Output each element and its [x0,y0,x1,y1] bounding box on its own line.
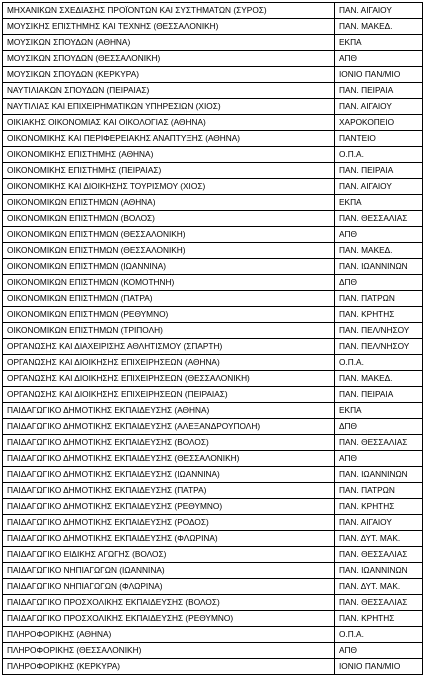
department-cell: ΟΡΓΑΝΩΣΗΣ ΚΑΙ ΔΙΟΙΚΗΣΗΣ ΕΠΙΧΕΙΡΗΣΕΩΝ (ΑΘΗΝΑ) [3,355,335,371]
institution-cell: ΙΟΝΙΟ ΠΑΝ/ΜΙΟ [335,659,423,675]
table-row [3,531,423,547]
table-row [3,67,423,83]
table-row [3,451,423,467]
department-cell: ΜΗΧΑΝΙΚΩΝ ΣΧΕΔΙΑΣΗΣ ΠΡΟΪΟΝΤΩΝ ΚΑΙ ΣΥΣΤΗΜΑΤΩΝ (ΣΥΡΟΣ) [3,3,335,19]
table-row [3,243,423,259]
institution-cell: ΑΠΘ [335,51,423,67]
institution-cell: ΠΑΝ. ΘΕΣΣΑΛΙΑΣ [335,211,423,227]
department-cell: ΟΙΚΟΝΟΜΙΚΗΣ ΕΠΙΣΤΗΜΗΣ (ΑΘΗΝΑ) [3,147,335,163]
department-cell: ΟΙΚΙΑΚΗΣ ΟΙΚΟΝΟΜΙΑΣ ΚΑΙ ΟΙΚΟΛΟΓΙΑΣ (ΑΘΗΝΑ) [3,115,335,131]
institution-cell: ΠΑΝ. ΠΑΤΡΩΝ [335,291,423,307]
table-row [3,499,423,515]
institution-cell: ΠΑΝ. ΑΙΓΑΙΟΥ [335,515,423,531]
institution-cell: ΠΑΝ. ΔΥΤ. ΜΑΚ. [335,579,423,595]
department-cell: ΠΑΙΔΑΓΩΓΙΚΟ ΕΙΔΙΚΗΣ ΑΓΩΓΗΣ (ΒΟΛΟΣ) [3,547,335,563]
institution-cell: ΠΑΝ. ΚΡΗΤΗΣ [335,307,423,323]
table-row [3,355,423,371]
table-row [3,35,423,51]
table-row [3,659,423,675]
department-cell: ΟΡΓΑΝΩΣΗΣ ΚΑΙ ΔΙΑΧΕΙΡΙΣΗΣ ΑΘΛΗΤΙΣΜΟΥ (ΣΠΑΡΤΗ) [3,339,335,355]
institution-cell: Ο.Π.Α. [335,355,423,371]
department-cell: ΟΙΚΟΝΟΜΙΚΩΝ ΕΠΙΣΤΗΜΩΝ (ΚΟΜΟΤΗΝΗ) [3,275,335,291]
institution-cell: ΠΑΝ. ΜΑΚΕΔ. [335,371,423,387]
department-cell: ΜΟΥΣΙΚΗΣ ΕΠΙΣΤΗΜΗΣ ΚΑΙ ΤΕΧΝΗΣ (ΘΕΣΣΑΛΟΝΙΚΗ) [3,19,335,35]
department-cell: ΟΡΓΑΝΩΣΗΣ ΚΑΙ ΔΙΟΙΚΗΣΗΣ ΕΠΙΧΕΙΡΗΣΕΩΝ (ΠΕΙΡΑΙΑΣ) [3,387,335,403]
table-row [3,131,423,147]
table-row [3,371,423,387]
department-cell: ΠΑΙΔΑΓΩΓΙΚΟ ΔΗΜΟΤΙΚΗΣ ΕΚΠΑΙΔΕΥΣΗΣ (ΒΟΛΟΣ) [3,435,335,451]
institution-cell: ΠΑΝ. ΠΕΙΡΑΙΑ [335,83,423,99]
institution-cell: ΠΑΝ. ΑΙΓΑΙΟΥ [335,99,423,115]
institution-cell: ΑΠΘ [335,451,423,467]
table-row [3,227,423,243]
table-row [3,179,423,195]
table-row [3,323,423,339]
table-row [3,483,423,499]
department-table-body [3,3,423,675]
institution-cell: ΠΑΝ. ΚΡΗΤΗΣ [335,499,423,515]
table-row [3,259,423,275]
institution-cell: ΠΑΝ. ΠΕΛ/ΝΗΣΟΥ [335,339,423,355]
institution-cell: ΙΟΝΙΟ ΠΑΝ/ΜΙΟ [335,67,423,83]
institution-cell: ΠΑΝ. ΚΡΗΤΗΣ [335,611,423,627]
table-row [3,403,423,419]
department-cell: ΠΑΙΔΑΓΩΓΙΚΟ ΠΡΟΣΧΟΛΙΚΗΣ ΕΚΠΑΙΔΕΥΣΗΣ (ΒΟΛΟΣ) [3,595,335,611]
table-row [3,339,423,355]
department-cell: ΠΛΗΡΟΦΟΡΙΚΗΣ (ΘΕΣΣΑΛΟΝΙΚΗ) [3,643,335,659]
table-row [3,643,423,659]
table-row [3,163,423,179]
institution-cell: ΠΑΝ. ΑΙΓΑΙΟΥ [335,3,423,19]
institution-cell: ΔΠΘ [335,275,423,291]
table-row [3,195,423,211]
institution-cell: Ο.Π.Α. [335,147,423,163]
department-cell: ΠΑΙΔΑΓΩΓΙΚΟ ΝΗΠΙΑΓΩΓΩΝ (ΙΩΑΝΝΙΝΑ) [3,563,335,579]
table-row [3,467,423,483]
institution-cell: ΠΑΝΤΕΙΟ [335,131,423,147]
department-cell: ΜΟΥΣΙΚΩΝ ΣΠΟΥΔΩΝ (ΑΘΗΝΑ) [3,35,335,51]
table-row [3,115,423,131]
department-cell: ΜΟΥΣΙΚΩΝ ΣΠΟΥΔΩΝ (ΘΕΣΣΑΛΟΝΙΚΗ) [3,51,335,67]
table-row [3,3,423,19]
table-row [3,147,423,163]
institution-cell: ΠΑΝ. ΔΥΤ. ΜΑΚ. [335,531,423,547]
department-cell: ΠΑΙΔΑΓΩΓΙΚΟ ΠΡΟΣΧΟΛΙΚΗΣ ΕΚΠΑΙΔΕΥΣΗΣ (ΡΕΘΥΜΝΟ) [3,611,335,627]
institution-cell: ΕΚΠΑ [335,195,423,211]
table-row [3,211,423,227]
table-row [3,19,423,35]
table-row [3,275,423,291]
table-row [3,611,423,627]
institution-cell: ΑΠΘ [335,643,423,659]
table-row [3,627,423,643]
department-cell: ΠΑΙΔΑΓΩΓΙΚΟ ΔΗΜΟΤΙΚΗΣ ΕΚΠΑΙΔΕΥΣΗΣ (ΑΛΕΞΑΝΔΡΟΥΠΟΛΗ) [3,419,335,435]
department-cell: ΠΑΙΔΑΓΩΓΙΚΟ ΝΗΠΙΑΓΩΓΩΝ (ΦΛΩΡΙΝΑ) [3,579,335,595]
department-cell: ΟΙΚΟΝΟΜΙΚΩΝ ΕΠΙΣΤΗΜΩΝ (ΡΕΘΥΜΝΟ) [3,307,335,323]
institution-cell: ΠΑΝ. ΘΕΣΣΑΛΙΑΣ [335,435,423,451]
table-row [3,51,423,67]
institution-cell: ΠΑΝ. ΑΙΓΑΙΟΥ [335,179,423,195]
institution-cell: ΠΑΝ. ΠΕΙΡΑΙΑ [335,163,423,179]
institution-cell: ΠΑΝ. ΜΑΚΕΔ. [335,19,423,35]
department-cell: ΟΙΚΟΝΟΜΙΚΩΝ ΕΠΙΣΤΗΜΩΝ (ΙΩΑΝΝΙΝΑ) [3,259,335,275]
institution-cell: ΠΑΝ. ΠΕΙΡΑΙΑ [335,387,423,403]
table-row [3,595,423,611]
department-cell: ΟΙΚΟΝΟΜΙΚΩΝ ΕΠΙΣΤΗΜΩΝ (ΘΕΣΣΑΛΟΝΙΚΗ) [3,243,335,259]
institution-cell: ΠΑΝ. ΘΕΣΣΑΛΙΑΣ [335,547,423,563]
department-cell: ΝΑΥΤΙΛΙΑΚΩΝ ΣΠΟΥΔΩΝ (ΠΕΙΡΑΙΑΣ) [3,83,335,99]
institution-cell: ΠΑΝ. ΠΑΤΡΩΝ [335,483,423,499]
institution-cell: ΠΑΝ. ΜΑΚΕΔ. [335,243,423,259]
department-cell: ΝΑΥΤΙΛΙΑΣ ΚΑΙ ΕΠΙΧΕΙΡΗΜΑΤΙΚΩΝ ΥΠΗΡΕΣΙΩΝ (ΧΙΟΣ) [3,99,335,115]
department-cell: ΠΛΗΡΟΦΟΡΙΚΗΣ (ΚΕΡΚΥΡΑ) [3,659,335,675]
table-row [3,307,423,323]
table-row [3,547,423,563]
department-cell: ΟΙΚΟΝΟΜΙΚΩΝ ΕΠΙΣΤΗΜΩΝ (ΠΑΤΡΑ) [3,291,335,307]
institution-cell: ΠΑΝ. ΘΕΣΣΑΛΙΑΣ [335,595,423,611]
department-cell: ΟΙΚΟΝΟΜΙΚΗΣ ΚΑΙ ΔΙΟΙΚΗΣΗΣ ΤΟΥΡΙΣΜΟΥ (ΧΙΟΣ) [3,179,335,195]
institution-cell: ΠΑΝ. ΙΩΑΝΝΙΝΩΝ [335,259,423,275]
department-cell: ΠΑΙΔΑΓΩΓΙΚΟ ΔΗΜΟΤΙΚΗΣ ΕΚΠΑΙΔΕΥΣΗΣ (ΡΕΘΥΜΝΟ) [3,499,335,515]
department-cell: ΟΙΚΟΝΟΜΙΚΩΝ ΕΠΙΣΤΗΜΩΝ (ΘΕΣΣΑΛΟΝΙΚΗ) [3,227,335,243]
department-cell: ΠΑΙΔΑΓΩΓΙΚΟ ΔΗΜΟΤΙΚΗΣ ΕΚΠΑΙΔΕΥΣΗΣ (ΙΩΑΝΝΙΝΑ) [3,467,335,483]
table-row [3,579,423,595]
department-cell: ΟΙΚΟΝΟΜΙΚΗΣ ΕΠΙΣΤΗΜΗΣ (ΠΕΙΡΑΙΑΣ) [3,163,335,179]
department-cell: ΠΑΙΔΑΓΩΓΙΚΟ ΔΗΜΟΤΙΚΗΣ ΕΚΠΑΙΔΕΥΣΗΣ (ΦΛΩΡΙΝΑ) [3,531,335,547]
department-cell: ΟΙΚΟΝΟΜΙΚΩΝ ΕΠΙΣΤΗΜΩΝ (ΒΟΛΟΣ) [3,211,335,227]
institution-cell: ΠΑΝ. ΠΕΛ/ΝΗΣΟΥ [335,323,423,339]
institution-cell: ΠΑΝ. ΙΩΑΝΝΙΝΩΝ [335,563,423,579]
department-cell: ΜΟΥΣΙΚΩΝ ΣΠΟΥΔΩΝ (ΚΕΡΚΥΡΑ) [3,67,335,83]
table-row [3,515,423,531]
table-row [3,435,423,451]
institution-cell: ΕΚΠΑ [335,403,423,419]
table-row [3,419,423,435]
table-row [3,387,423,403]
department-cell: ΠΑΙΔΑΓΩΓΙΚΟ ΔΗΜΟΤΙΚΗΣ ΕΚΠΑΙΔΕΥΣΗΣ (ΑΘΗΝΑ) [3,403,335,419]
department-cell: ΠΑΙΔΑΓΩΓΙΚΟ ΔΗΜΟΤΙΚΗΣ ΕΚΠΑΙΔΕΥΣΗΣ (ΡΟΔΟΣ) [3,515,335,531]
institution-cell: ΠΑΝ. ΙΩΑΝΝΙΝΩΝ [335,467,423,483]
table-row [3,83,423,99]
department-cell: ΟΙΚΟΝΟΜΙΚΩΝ ΕΠΙΣΤΗΜΩΝ (ΑΘΗΝΑ) [3,195,335,211]
department-table [2,2,423,675]
department-cell: ΟΙΚΟΝΟΜΙΚΩΝ ΕΠΙΣΤΗΜΩΝ (ΤΡΙΠΟΛΗ) [3,323,335,339]
table-row [3,291,423,307]
institution-cell: ΕΚΠΑ [335,35,423,51]
table-row [3,99,423,115]
department-cell: ΟΙΚΟΝΟΜΙΚΗΣ ΚΑΙ ΠΕΡΙΦΕΡΕΙΑΚΗΣ ΑΝΑΠΤΥΞΗΣ (ΑΘΗΝΑ) [3,131,335,147]
department-cell: ΠΑΙΔΑΓΩΓΙΚΟ ΔΗΜΟΤΙΚΗΣ ΕΚΠΑΙΔΕΥΣΗΣ (ΠΑΤΡΑ) [3,483,335,499]
table-row [3,563,423,579]
department-cell: ΟΡΓΑΝΩΣΗΣ ΚΑΙ ΔΙΟΙΚΗΣΗΣ ΕΠΙΧΕΙΡΗΣΕΩΝ (ΘΕΣΣΑΛΟΝΙΚΗ) [3,371,335,387]
institution-cell: ΧΑΡΟΚΟΠΕΙΟ [335,115,423,131]
institution-cell: ΑΠΘ [335,227,423,243]
institution-cell: Ο.Π.Α. [335,627,423,643]
department-cell: ΠΛΗΡΟΦΟΡΙΚΗΣ (ΑΘΗΝΑ) [3,627,335,643]
institution-cell: ΔΠΘ [335,419,423,435]
department-cell: ΠΑΙΔΑΓΩΓΙΚΟ ΔΗΜΟΤΙΚΗΣ ΕΚΠΑΙΔΕΥΣΗΣ (ΘΕΣΣΑΛΟΝΙΚΗ) [3,451,335,467]
